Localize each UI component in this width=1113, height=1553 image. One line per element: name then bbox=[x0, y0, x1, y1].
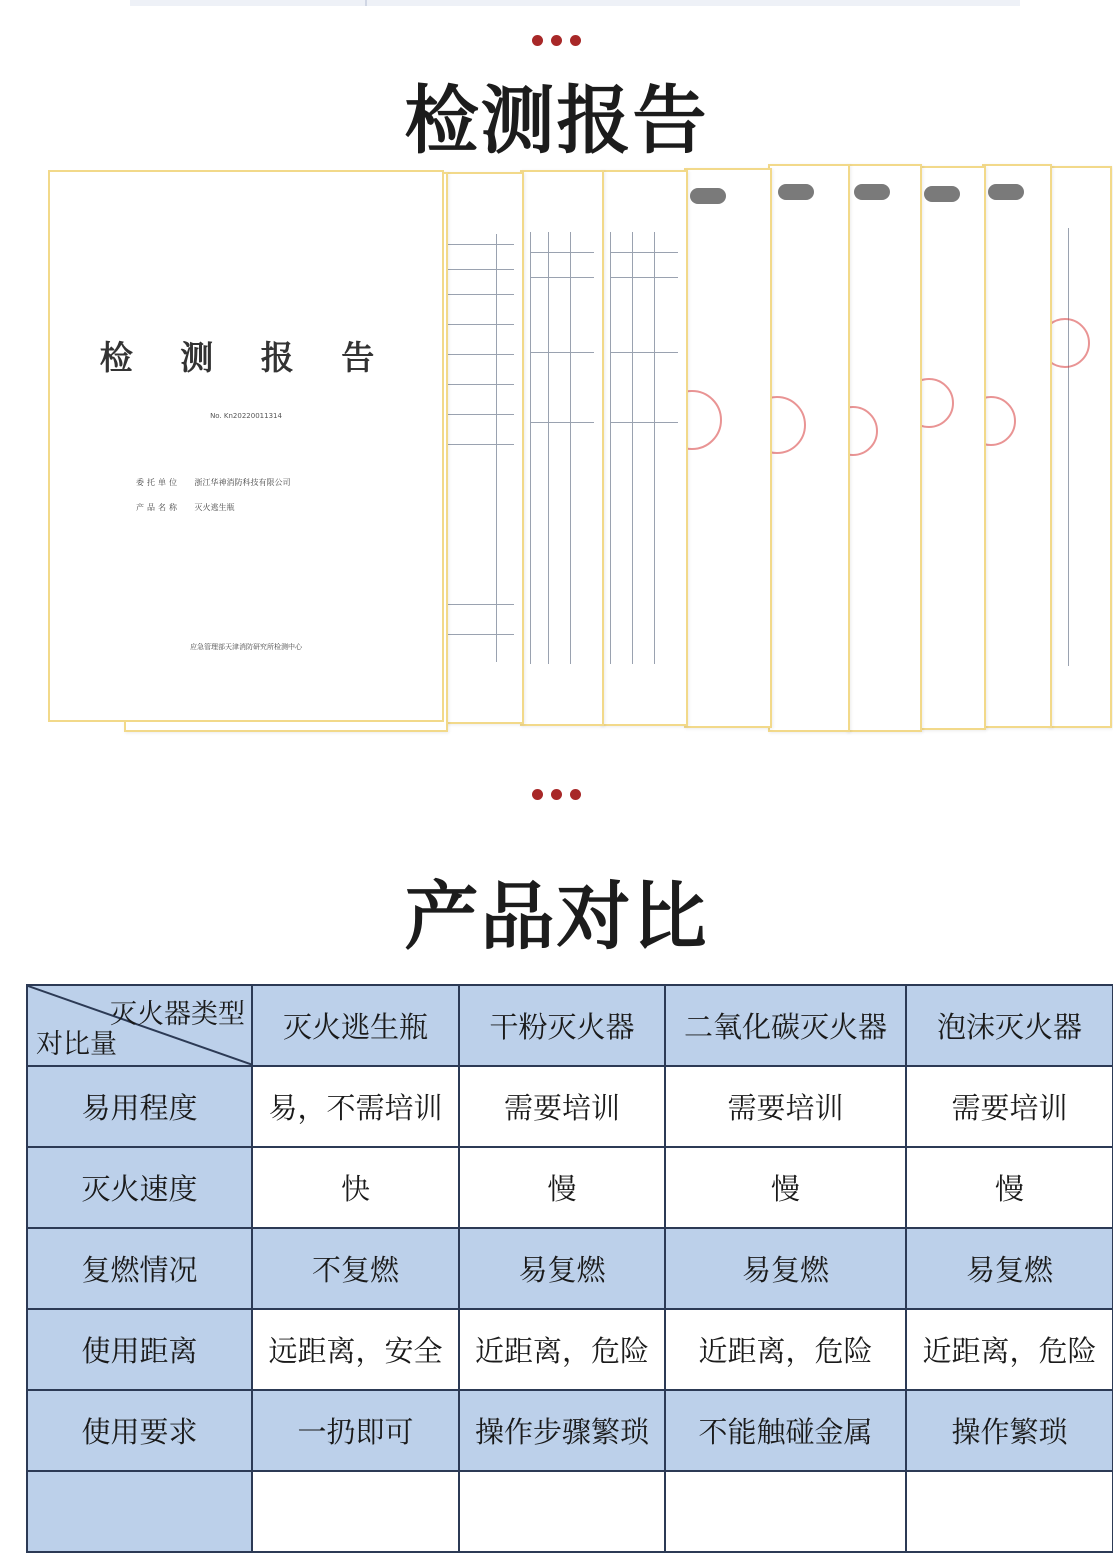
table-cell: 近距离，危险 bbox=[906, 1309, 1113, 1390]
section-divider-dots bbox=[0, 35, 1113, 46]
corner-label-type: 灭火器类型 bbox=[110, 999, 245, 1030]
report-sheet bbox=[846, 164, 922, 732]
divider-dot bbox=[570, 35, 581, 46]
lab-logo-icon bbox=[924, 186, 960, 202]
report-document-stack bbox=[0, 160, 1113, 740]
seal-stamp bbox=[684, 390, 722, 450]
table-cell: 不复燃 bbox=[252, 1228, 459, 1309]
table-cell: 需要培训 bbox=[665, 1066, 906, 1147]
cover-row-value: 灭火逃生瓶 bbox=[194, 503, 235, 512]
corner-label-metric: 对比量 bbox=[36, 1029, 117, 1060]
cover-row-value: 浙江华神消防科技有限公司 bbox=[194, 478, 291, 487]
table-cell: 慢 bbox=[906, 1147, 1113, 1228]
lab-logo-icon bbox=[988, 184, 1024, 200]
seal-stamp bbox=[918, 378, 954, 428]
table-cell: 需要培训 bbox=[459, 1066, 665, 1147]
table-cell bbox=[27, 1471, 252, 1552]
comparison-table bbox=[26, 984, 1113, 1553]
column-header: 二氧化碳灭火器 bbox=[665, 985, 906, 1066]
report-sheet bbox=[768, 164, 850, 732]
divider-dot bbox=[551, 35, 562, 46]
previous-table-edge bbox=[130, 0, 1020, 6]
table-cell bbox=[252, 1471, 459, 1552]
table-header-row bbox=[27, 985, 1113, 1066]
table-cell: 易复燃 bbox=[665, 1228, 906, 1309]
table-cell: 易复燃 bbox=[459, 1228, 665, 1309]
cover-client-row bbox=[136, 477, 291, 488]
table-cell: 操作繁琐 bbox=[906, 1390, 1113, 1471]
table-cell: 近距离，危险 bbox=[459, 1309, 665, 1390]
table-cell: 易复燃 bbox=[906, 1228, 1113, 1309]
row-label: 使用要求 bbox=[27, 1390, 252, 1471]
report-sheet bbox=[918, 166, 986, 730]
table-cell: 远距离，安全 bbox=[252, 1309, 459, 1390]
table-cell: 一扔即可 bbox=[252, 1390, 459, 1471]
table-cell bbox=[906, 1471, 1113, 1552]
table-cell: 慢 bbox=[665, 1147, 906, 1228]
report-sheet bbox=[1048, 166, 1112, 728]
column-header: 干粉灭火器 bbox=[459, 985, 665, 1066]
report-cover-title: 检 测 报 告 bbox=[99, 338, 393, 377]
seal-stamp bbox=[768, 396, 806, 454]
row-label: 使用距离 bbox=[27, 1309, 252, 1390]
report-sheet bbox=[982, 164, 1052, 728]
table-row bbox=[27, 1147, 1113, 1228]
report-cover-page bbox=[48, 170, 444, 722]
seal-stamp bbox=[982, 396, 1016, 446]
table-cell: 操作步骤繁琐 bbox=[459, 1390, 665, 1471]
row-label: 易用程度 bbox=[27, 1066, 252, 1147]
column-header: 泡沫灭火器 bbox=[906, 985, 1113, 1066]
lab-logo-icon bbox=[778, 184, 814, 200]
cover-row-key: 产品名称 bbox=[136, 503, 180, 512]
seal-stamp bbox=[846, 406, 878, 456]
table-row bbox=[27, 1228, 1113, 1309]
divider-dot bbox=[551, 789, 562, 800]
report-section-title: 检测报告 bbox=[404, 78, 709, 164]
table-row bbox=[27, 1390, 1113, 1471]
report-number: No. Kn20220011314 bbox=[210, 412, 282, 420]
table-cell bbox=[459, 1471, 665, 1552]
divider-dot bbox=[532, 35, 543, 46]
lab-logo-icon bbox=[690, 188, 726, 204]
table-cell: 需要培训 bbox=[906, 1066, 1113, 1147]
row-label: 灭火速度 bbox=[27, 1147, 252, 1228]
compare-section-title: 产品对比 bbox=[404, 874, 709, 960]
report-sheet bbox=[600, 170, 688, 726]
table-cell bbox=[665, 1471, 906, 1552]
row-label: 复燃情况 bbox=[27, 1228, 252, 1309]
table-cell: 慢 bbox=[459, 1147, 665, 1228]
report-sheet bbox=[684, 168, 772, 728]
table-cell: 易，不需培训 bbox=[252, 1066, 459, 1147]
lab-logo-icon bbox=[854, 184, 890, 200]
divider-dot bbox=[570, 789, 581, 800]
table-cell: 不能触碰金属 bbox=[665, 1390, 906, 1471]
table-row bbox=[27, 1309, 1113, 1390]
table-corner-cell bbox=[27, 985, 252, 1066]
cover-product-row bbox=[136, 502, 235, 513]
section-divider-dots bbox=[0, 789, 1113, 800]
report-issuer: 应急管理部天津消防研究所检测中心 bbox=[190, 643, 302, 651]
cover-row-key: 委托单位 bbox=[136, 478, 180, 487]
divider-dot bbox=[532, 789, 543, 800]
table-row bbox=[27, 1066, 1113, 1147]
table-cell: 近距离，危险 bbox=[665, 1309, 906, 1390]
table-row bbox=[27, 1471, 1113, 1552]
report-sheet bbox=[520, 170, 604, 726]
column-header: 灭火逃生瓶 bbox=[252, 985, 459, 1066]
table-cell: 快 bbox=[252, 1147, 459, 1228]
